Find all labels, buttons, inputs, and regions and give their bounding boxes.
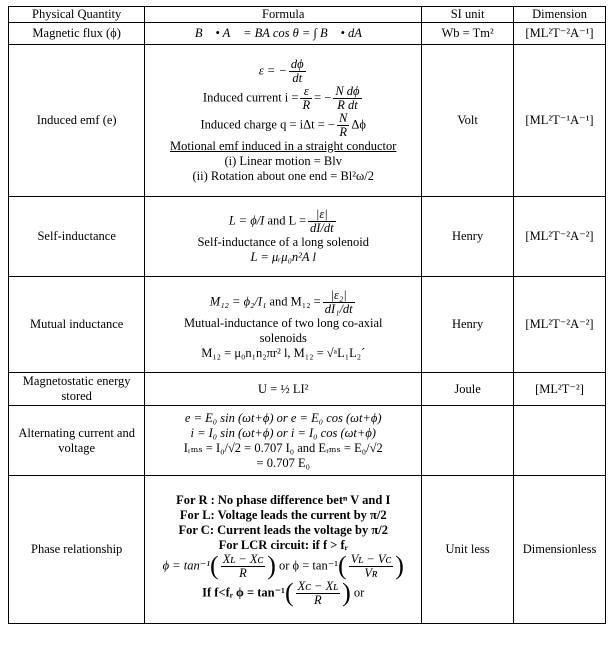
quantity-cell: Magnetic flux (ϕ) <box>9 23 145 45</box>
row-magnetostatic-energy <box>9 373 606 406</box>
lcr-condition-text: For LCR circuit: if f > fᵣ <box>218 537 348 552</box>
quantity-cell: Magnetostatic energy stored <box>9 373 145 406</box>
header-row <box>9 7 606 23</box>
dimension-cell: [ML²T⁻²] <box>514 373 606 406</box>
formula-cell <box>145 476 422 624</box>
formula-cell <box>145 45 422 197</box>
unit-cell: Joule <box>422 373 514 406</box>
quantity-cell: Phase relationship <box>9 476 145 624</box>
header-dimension: Dimension <box>514 7 606 23</box>
header-quantity: Physical Quantity <box>9 7 145 23</box>
formula-cell: U = ½ LI² <box>145 373 422 406</box>
linear-motion-text: (i) Linear motion = Blv <box>224 153 342 168</box>
capacitor-phase-text: For C: Current leads the voltage by π/2 <box>178 522 388 537</box>
unit-cell: Wb = Tm² <box>422 23 514 45</box>
self-inductance-equation: L = ϕ/I and L = $\frac{|\varepsilon|}{dI/dt}$ <box>228 207 334 235</box>
dimension-cell: [ML²T⁻¹A⁻¹] <box>514 45 606 197</box>
dimension-cell: Dimensionless <box>514 476 606 624</box>
formula-cell <box>145 406 422 476</box>
formula-cell <box>145 197 422 277</box>
header-formula: Formula <box>145 7 422 23</box>
current-ac-equation: i = I₀ sin (ωt+ϕ) or i = I₀ cos (ωt+ϕ) <box>190 425 376 440</box>
unit-cell <box>422 406 514 476</box>
phase-angle-below-resonance: If f<fᵣ ϕ = tan⁻¹( $\frac{\text{Xᴄ − Xʟ}}{R}$ ) or <box>202 578 365 607</box>
row-magnetic-flux <box>9 23 606 45</box>
inductor-phase-text: For L: Voltage leads the current by π/2 <box>179 507 387 522</box>
rms-equation: Iᵣₘₛ = I₀/√2 = 0.707 I₀ and Eᵣₘₛ = E₀/√2 <box>183 440 383 455</box>
emf-equation: ε = − $\frac{d\phi}{dt}$ <box>258 56 304 85</box>
formula-cell: B⃗ • A⃗ = BA cos θ = ∫ B⃗ • dA⃗ <box>145 23 422 45</box>
mutual-inductance-equation: M₁₂ = ϕ₂/I₁ and M₁₂ = $\frac{\text{|ε₂|}}{\text{dI₁/dt}}$ <box>209 287 353 316</box>
emf-ac-equation: e = E₀ sin (ωt+ϕ) or e = E₀ cos (ωt+ϕ) <box>184 410 382 425</box>
unit-cell: Henry <box>422 197 514 277</box>
rms-value: = 0.707 E₀ <box>256 455 310 470</box>
quantity-cell: Mutual inductance <box>9 277 145 373</box>
rotation-text: (ii) Rotation about one end = Bl²ω/2 <box>192 168 374 183</box>
coaxial-text: Mutual-inductance of two long co-axial <box>183 315 383 330</box>
solenoid-text: Self-inductance of a long solenoid <box>197 235 369 249</box>
row-phase-relationship <box>9 476 606 624</box>
header-si-unit: SI unit <box>422 7 514 23</box>
row-mutual-inductance <box>9 277 606 373</box>
induced-current-equation: Induced current i = $\frac{\varepsilon}{R}$ = − $\frac{\text{N dϕ}}{\text{R dt}}$ <box>202 83 360 112</box>
resistor-phase-text: For R : No phase difference betⁿ V and I <box>176 492 391 507</box>
dimension-cell <box>514 406 606 476</box>
dimension-cell: [ML²T⁻²A⁻¹] <box>514 23 606 45</box>
coaxial-equation: M₁₂ = μ₀n₁n₂πr² l, M₁₂ = √ᵃL₁L₂´ <box>201 345 366 360</box>
quantity-cell: Induced emf (e) <box>9 45 145 197</box>
formula-cell <box>145 277 422 373</box>
unit-cell: Unit less <box>422 476 514 624</box>
row-induced-emf <box>9 45 606 197</box>
induced-charge-equation: Induced charge q = iΔt = − $\frac{N}{R}$ Δϕ <box>200 110 366 139</box>
phase-angle-equation: ϕ = tan⁻¹( $\frac{\text{Xʟ − Xᴄ}}{R}$ ) or ϕ = tan⁻¹( $\frac{\text{Vʟ − Vᴄ}}{\text{Vʀ}}$ ) <box>162 551 404 580</box>
motional-emf-heading: Motional emf induced in a straight conductor <box>170 138 397 153</box>
row-self-inductance <box>9 197 606 277</box>
solenoids-text: solenoids <box>259 330 307 345</box>
dimension-cell: [ML²T⁻²A⁻²] <box>514 197 606 277</box>
solenoid-equation: L = μᵣμ₀n²A l <box>250 250 316 264</box>
quantity-cell: Self-inductance <box>9 197 145 277</box>
quantity-cell: Alternating current and voltage <box>9 406 145 476</box>
physics-formula-table <box>8 6 606 624</box>
unit-cell: Volt <box>422 45 514 197</box>
dimension-cell: [ML²T⁻²A⁻²] <box>514 277 606 373</box>
unit-cell: Henry <box>422 277 514 373</box>
row-alternating-current <box>9 406 606 476</box>
